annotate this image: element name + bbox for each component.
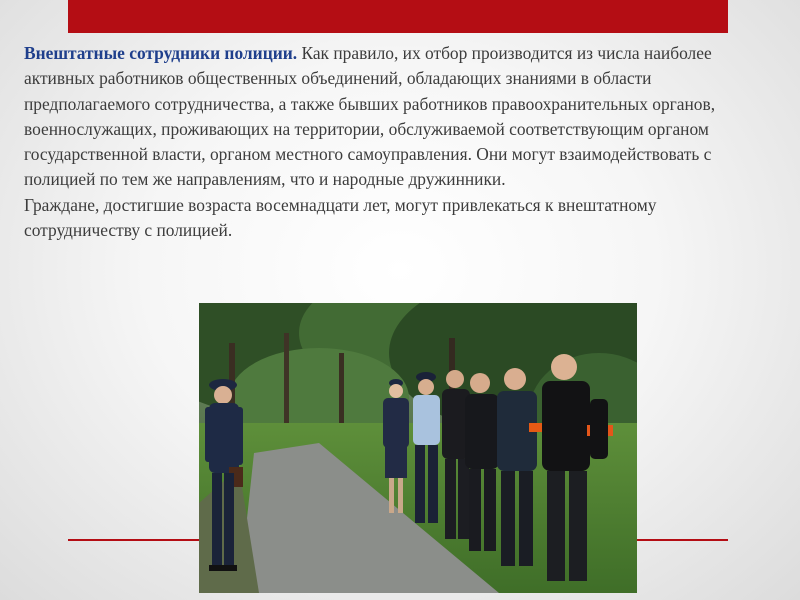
paragraph-1-lead: Внештатные сотрудники полиции.	[24, 43, 298, 63]
bottom-accent-line-left	[68, 539, 218, 541]
slide-text	[24, 41, 764, 243]
paragraph-1	[24, 41, 764, 193]
paragraph-2: Граждане, достигшие возраста восемнадцати лет, могут привлекаться к внештатному сотрудничеству с полицией.	[24, 194, 657, 241]
top-accent-bar	[68, 0, 728, 33]
paragraph-1-body: Как правило, их отбор производится из числа наиболее активных работников общественных объединений, обладающих знаниями в области предполагаемого сотрудничества, а также бывших работников правоохранительных органов, военнослужащих, проживающих на территории, обслуживаемой соответствующим органом государственной власти, органом местного самоуправления. Они могут взаимодействовать с полицией по тем же направлениям, что и народные дружинники.	[24, 43, 716, 190]
photo-police-and-volunteers	[199, 303, 637, 593]
bottom-accent-line-right	[630, 539, 728, 541]
